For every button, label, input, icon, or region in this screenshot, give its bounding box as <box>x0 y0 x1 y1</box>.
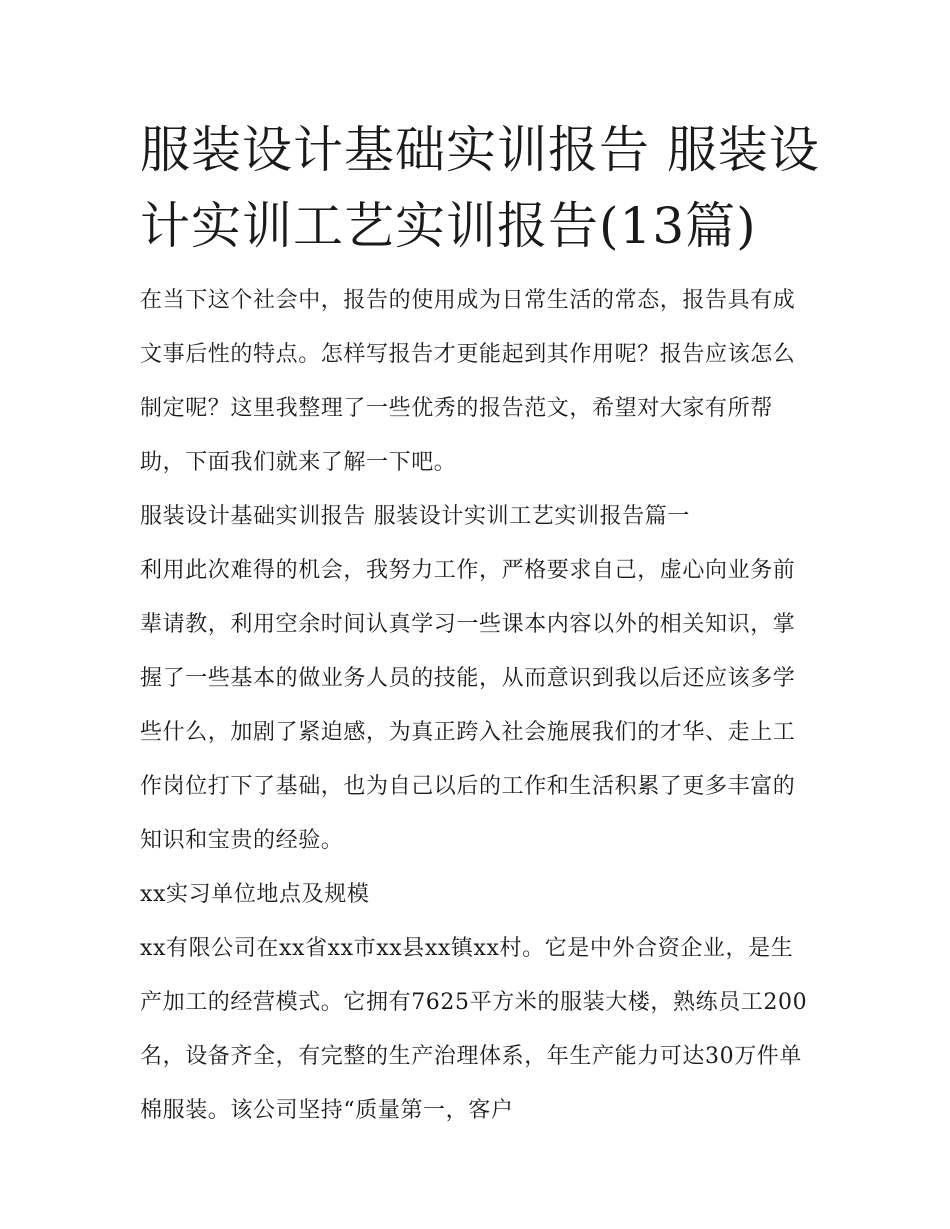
subsection-heading: xx实习单位地点及规模 <box>140 882 370 907</box>
document-body <box>140 274 815 1138</box>
document-title: 服装设计基础实训报告 服装设计实训工艺实训报告(13篇) <box>140 121 820 255</box>
intro-paragraph: 在当下这个社会中，报告的使用成为日常生活的常态，报告具有成文事后性的特点。怎样写报告才更能起到其作用呢？报告应该怎么制定呢？这里我整理了一些优秀的报告范文，希望对大家有所帮助，下面我们就来了解一下吧。 <box>140 288 796 475</box>
section-heading: 服装设计基础实训报告 服装设计实训工艺实训报告篇一 <box>140 504 690 529</box>
body-paragraph: 利用此次难得的机会，我努力工作，严格要求自己，虚心向业务前辈请教，利用空余时间认真学习一些课本内容以外的相关知识，掌握了一些基本的做业务人员的技能，从而意识到我以后还应该多学些什么，加剧了紧迫感，为真正跨入社会施展我们的才华、走上工作岗位打下了基础，也为自己以后的工作和生活积累了更多丰富的知识和宝贵的经验。 <box>140 558 796 853</box>
body-paragraph: xx有限公司在xx省xx市xx县xx镇xx村。它是中外合资企业，是生产加工的经营模式。它拥有7625平方米的服装大楼，熟练员工200名，设备齐全，有完整的生产治理体系，年生产能力可达30万件单棉服装。该公司坚持“质量第一，客户 <box>140 936 808 1123</box>
